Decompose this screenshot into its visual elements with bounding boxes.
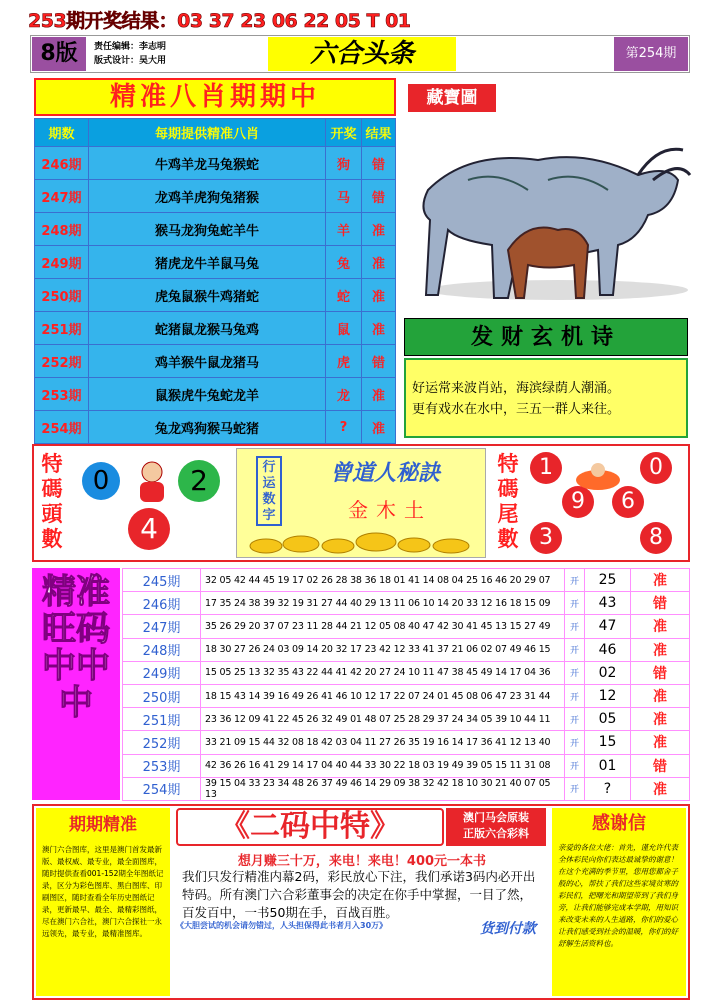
result-cell: 准 xyxy=(362,213,396,246)
five-elements: 金木土 xyxy=(348,498,432,522)
col-period: 期数 xyxy=(35,119,89,147)
period-cell: 247期 xyxy=(35,180,89,213)
zodiac-cell: 猴马龙狗兔蛇羊牛 xyxy=(89,213,326,246)
open-value: 02 xyxy=(585,661,631,684)
tail-digit-label: 特碼尾數 xyxy=(497,452,519,551)
numbers-cell: 23 36 12 09 41 22 45 26 32 49 01 48 07 25 28 29 37 24 34 05 39 10 44 11 xyxy=(201,708,565,731)
zodiac-cell: 蛇猪鼠龙猴马兔鸡 xyxy=(89,312,326,345)
numbers-cell: 33 21 09 15 44 32 08 18 42 03 04 11 27 26 35 19 16 14 17 36 41 12 13 40 xyxy=(201,731,565,754)
open-value: 43 xyxy=(585,592,631,615)
head-ball-4: 4 xyxy=(128,508,170,550)
edition-badge: 8版 xyxy=(32,37,86,71)
period-cell: 246期 xyxy=(35,147,89,180)
table-row xyxy=(35,378,396,411)
result-cell: 准 xyxy=(631,569,690,592)
table-row xyxy=(35,180,396,213)
tail-ball-8: 8 xyxy=(640,522,672,554)
result-cell: 准 xyxy=(631,684,690,707)
col-zodiacs: 每期提供精准八肖 xyxy=(89,119,326,147)
origin-line-1: 澳门马会原装 xyxy=(463,811,529,824)
open-mark: 开 xyxy=(565,569,585,592)
numbers-cell: 39 15 04 33 23 34 48 26 37 49 46 14 29 09 38 32 42 18 10 30 21 40 07 05 13 xyxy=(201,777,565,800)
open-mark: 开 xyxy=(565,592,585,615)
table-row xyxy=(123,569,690,592)
ox-illustration xyxy=(408,120,692,312)
table-row xyxy=(35,213,396,246)
result-cell: 准 xyxy=(362,312,396,345)
result-cell: 错 xyxy=(362,180,396,213)
open-mark: 开 xyxy=(565,731,585,754)
open-cell: 狗 xyxy=(326,147,362,180)
open-value: 05 xyxy=(585,708,631,731)
numbers-cell: 17 35 24 38 39 32 19 31 27 44 40 29 13 11 06 10 14 20 33 12 16 18 15 09 xyxy=(201,592,565,615)
zodiac-cell: 虎兔鼠猴牛鸡猪蛇 xyxy=(89,279,326,312)
cash-on-delivery: 货到付款 xyxy=(480,921,536,937)
period-cell: 251期 xyxy=(123,708,201,731)
tail-ball-1: 1 xyxy=(530,452,562,484)
result-cell: 准 xyxy=(362,411,396,444)
result-cell: 错 xyxy=(631,592,690,615)
open-value: ? xyxy=(585,777,631,800)
table-row xyxy=(35,147,396,180)
period-cell: 254期 xyxy=(123,777,201,800)
result-cell: 错 xyxy=(362,147,396,180)
open-mark: 开 xyxy=(565,684,585,707)
result-cell: 准 xyxy=(631,615,690,638)
open-mark: 开 xyxy=(565,708,585,731)
editor-line: 责任编辑：李志明 xyxy=(94,42,167,52)
period-cell: 249期 xyxy=(35,246,89,279)
result-cell: 错 xyxy=(631,661,690,684)
table-row xyxy=(35,345,396,378)
tail-ball-3: 3 xyxy=(530,522,562,554)
table-row xyxy=(123,661,690,684)
tail-ball-9: 9 xyxy=(562,486,594,518)
table-row xyxy=(123,592,690,615)
zodiac-cell: 鸡羊猴牛鼠龙猪马 xyxy=(89,345,326,378)
qiqi-body: 澳门六合图库，这里是澳门首发最新版、最权威、最专业，最全面图库，随时提供查看001-152期全年图纸记录，区分为彩色图库、黑白图库、印刷图区，随时查看全年历史图纸记录，更新最早、最全、最精彩图纸，尽在澳门六合社，澳门六合探社一永远领先，最专业，最精准图库。 xyxy=(36,842,170,996)
open-value: 25 xyxy=(585,569,631,592)
result-cell: 错 xyxy=(631,754,690,777)
zodiac-cell: 猪虎龙牛羊鼠马兔 xyxy=(89,246,326,279)
poem-line-2: 更有戏水在水中，三五一群人来往。 xyxy=(412,402,621,417)
period-cell: 250期 xyxy=(35,279,89,312)
result-cell: 准 xyxy=(631,777,690,800)
wangma-title: 精准旺码中中中 xyxy=(42,572,110,723)
table-row xyxy=(123,777,690,800)
tail-ball-0: 0 xyxy=(640,452,672,484)
table-row xyxy=(123,708,690,731)
period-cell: 253期 xyxy=(123,754,201,777)
table-row xyxy=(123,754,690,777)
open-mark: 开 xyxy=(565,777,585,800)
poem-title: 发财玄机诗 xyxy=(404,318,688,356)
numbers-cell: 15 05 25 13 32 35 43 22 44 41 42 20 27 24 10 11 47 38 45 49 14 17 04 36 xyxy=(201,661,565,684)
head-ball-2: 2 xyxy=(178,460,220,502)
table-row xyxy=(35,279,396,312)
head-ball-0: 0 xyxy=(82,462,120,500)
tail-ball-6: 6 xyxy=(612,486,644,518)
origin-line-2: 正版六合彩料 xyxy=(463,827,529,840)
open-cell: 马 xyxy=(326,180,362,213)
period-cell: 253期 xyxy=(35,378,89,411)
poem-line-1: 好运常来波肖站，海滨绿荫人潮涌。 xyxy=(412,381,621,396)
promise-text: 我们只发行精准内幕2码，彩民放心下注，我们承诺3码内必开出特码。所有澳门六合彩董事会的决定在你手中掌握，一目了然，百发百中，一书50期在手，百战百胜。 xyxy=(182,869,536,920)
cangbao-label: 藏寶圖 xyxy=(408,84,496,112)
open-value: 12 xyxy=(585,684,631,707)
table-row xyxy=(35,312,396,345)
mascot-boy-icon xyxy=(128,458,176,506)
lucky-number-label: 行运数字 xyxy=(256,456,282,526)
period-cell: 247期 xyxy=(123,615,201,638)
period-cell: 252期 xyxy=(123,731,201,754)
numbers-cell: 18 30 27 26 24 03 09 14 20 32 17 23 42 12 33 41 37 21 06 02 07 49 46 15 xyxy=(201,638,565,661)
result-cell: 准 xyxy=(362,246,396,279)
open-cell: 龙 xyxy=(326,378,362,411)
table-row xyxy=(35,411,396,444)
zodiac-cell: 龙鸡羊虎狗兔猪猴 xyxy=(89,180,326,213)
open-mark: 开 xyxy=(565,661,585,684)
col-result: 结果 xyxy=(362,119,396,147)
table-row xyxy=(123,731,690,754)
numbers-cell: 42 36 26 16 41 29 14 17 04 40 44 33 30 22 18 03 19 49 39 05 15 11 31 08 xyxy=(201,754,565,777)
open-mark: 开 xyxy=(565,615,585,638)
table-row xyxy=(123,615,690,638)
col-open: 开奖 xyxy=(326,119,362,147)
zodiac-cell: 兔龙鸡狗猴马蛇猪 xyxy=(89,411,326,444)
open-value: 47 xyxy=(585,615,631,638)
open-mark: 开 xyxy=(565,754,585,777)
period-cell: 249期 xyxy=(123,661,201,684)
table-row xyxy=(35,246,396,279)
open-cell: 虎 xyxy=(326,345,362,378)
result-cell: 准 xyxy=(362,279,396,312)
period-cell: 250期 xyxy=(123,684,201,707)
result-cell: 错 xyxy=(362,345,396,378)
table-row xyxy=(123,684,690,707)
numbers-cell: 32 05 42 44 45 19 17 02 26 28 38 36 18 01 41 14 08 04 25 16 46 20 29 07 xyxy=(201,569,565,592)
gold-ingot-icon xyxy=(246,530,476,554)
table-header-row xyxy=(35,119,396,147)
secret-title: 曾道人秘訣 xyxy=(329,461,440,486)
bottom-note: 《大胆尝试的机会请勿错过，人头担保得此书者月入30万》 xyxy=(176,921,388,930)
thanks-body: 亲爱的各位大佬：首先，谨允许代表全体彩民向你们表达最诚挚的谢意！在这个充满的季节里，您用您都舍子般的心，帮扶了我们这些家境贫寒的彩民们，把曙光和期望带到了我们身旁，让我们能够完成本学期，用知识来改变未来的人生道路，你们的爱心让我们感受到社会的温暖，你们的好舒解生活资料也。 xyxy=(552,840,686,996)
thanks-title: 感谢信 xyxy=(552,808,686,840)
period-cell: 246期 xyxy=(123,592,201,615)
zodiac-cell: 鼠猴虎牛兔蛇龙羊 xyxy=(89,378,326,411)
bazhao-table xyxy=(34,118,396,444)
ermazhongte-title: 《二码中特》 xyxy=(176,808,444,846)
open-value: 15 xyxy=(585,731,631,754)
draw-result-text: 253期开奖结果：03 37 23 06 22 05 T 01 xyxy=(28,10,411,32)
period-cell: 248期 xyxy=(123,638,201,661)
result-cell: 准 xyxy=(631,708,690,731)
open-cell: 兔 xyxy=(326,246,362,279)
open-cell: 蛇 xyxy=(326,279,362,312)
period-cell: 254期 xyxy=(35,411,89,444)
origin-label xyxy=(446,808,546,846)
period-cell: 251期 xyxy=(35,312,89,345)
qiqi-title: 期期精准 xyxy=(36,808,170,842)
open-cell: 羊 xyxy=(326,213,362,246)
numbers-cell: 35 26 29 20 37 07 23 11 28 44 21 12 05 08 40 47 42 30 41 45 13 15 27 49 xyxy=(201,615,565,638)
result-cell: 准 xyxy=(362,378,396,411)
editor-credits xyxy=(94,40,166,68)
zodiac-cell: 牛鸡羊龙马兔猴蛇 xyxy=(89,147,326,180)
numbers-cell: 18 15 43 14 39 16 49 26 41 46 10 12 17 22 07 24 01 45 08 06 47 23 31 44 xyxy=(201,684,565,707)
open-value: 46 xyxy=(585,638,631,661)
issue-number: 第254期 xyxy=(614,37,688,71)
bazhao-title: 精准八肖期期中 xyxy=(34,78,396,116)
head-digit-label: 特碼頭數 xyxy=(41,452,63,551)
table-row xyxy=(123,638,690,661)
period-cell: 252期 xyxy=(35,345,89,378)
period-cell: 245期 xyxy=(123,569,201,592)
slogan: 想月赚三十万，来电！来电！400元一本书 xyxy=(237,854,487,869)
open-value: 01 xyxy=(585,754,631,777)
poem-box xyxy=(404,358,688,438)
result-cell: 准 xyxy=(631,731,690,754)
masthead-title: 六合头条 xyxy=(268,37,456,71)
wangma-table xyxy=(122,568,690,801)
open-cell: 鼠 xyxy=(326,312,362,345)
designer-line: 版式设计：吴大用 xyxy=(94,56,167,66)
period-cell: 248期 xyxy=(35,213,89,246)
mascot-fish-icon xyxy=(568,462,628,492)
open-mark: 开 xyxy=(565,638,585,661)
open-cell: ? xyxy=(326,411,362,444)
result-cell: 准 xyxy=(631,638,690,661)
